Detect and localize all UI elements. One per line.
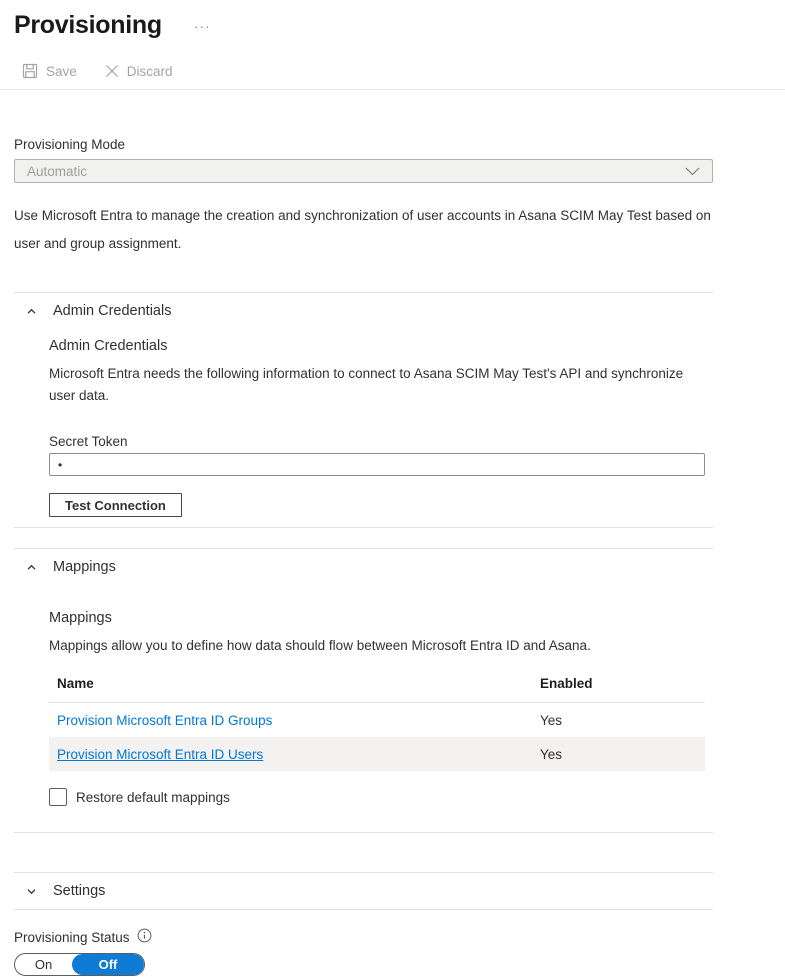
divider: [14, 527, 713, 528]
close-icon: [105, 64, 119, 78]
discard-button[interactable]: [105, 64, 173, 79]
save-button[interactable]: [22, 63, 77, 79]
section-label: Mappings: [53, 559, 116, 575]
command-bar: [0, 53, 785, 90]
test-connection-button[interactable]: Test Connection: [49, 493, 182, 517]
section-header-settings[interactable]: [14, 873, 713, 909]
discard-label: Discard: [126, 63, 173, 79]
admin-credentials-panel: [49, 338, 705, 517]
info-icon[interactable]: [137, 928, 152, 946]
chevron-up-icon: [25, 305, 38, 318]
provisioning-form: [0, 137, 713, 976]
mappings-panel: [49, 610, 705, 806]
column-header-name: Name: [57, 676, 94, 691]
secret-token-label: Secret Token: [49, 434, 128, 449]
page-title: Provisioning: [14, 11, 162, 39]
section-label: Settings: [53, 883, 106, 899]
mappings-table: [49, 670, 705, 771]
table-row: [49, 703, 705, 737]
table-row: [49, 737, 705, 771]
section-label: Admin Credentials: [53, 303, 172, 319]
mapping-link-users[interactable]: Provision Microsoft Entra ID Users: [57, 746, 264, 762]
table-header-row: [49, 670, 705, 703]
chevron-down-icon: [685, 164, 700, 179]
section-header-mappings[interactable]: [14, 549, 713, 585]
divider: [14, 909, 713, 910]
secret-token-input[interactable]: [49, 453, 705, 476]
mappings-heading: Mappings: [49, 610, 112, 626]
admin-credentials-description: Microsoft Entra needs the following information to connect to Asana SCIM May Test's API and synchronize user data.: [49, 366, 684, 403]
enabled-value: Yes: [540, 712, 563, 728]
provisioning-status-label: Provisioning Status: [14, 929, 130, 945]
provisioning-status-toggle: [14, 953, 145, 976]
admin-credentials-heading: Admin Credentials: [49, 338, 168, 354]
toggle-off-button[interactable]: Off: [72, 954, 144, 975]
toggle-on-button[interactable]: On: [15, 954, 72, 975]
enabled-value: Yes: [540, 746, 563, 762]
restore-default-mappings-checkbox[interactable]: [49, 788, 67, 806]
provisioning-status-row: [14, 928, 713, 946]
provisioning-mode-value: Automatic: [27, 163, 88, 179]
save-icon: [22, 63, 38, 79]
save-label: Save: [46, 63, 77, 79]
chevron-up-icon: [25, 561, 38, 574]
column-header-enabled: Enabled: [540, 676, 593, 691]
provisioning-mode-select[interactable]: [14, 159, 713, 183]
section-header-admin-credentials[interactable]: [14, 293, 713, 329]
mappings-description: Mappings allow you to define how data should flow between Microsoft Entra ID and Asana.: [49, 638, 591, 653]
chevron-down-icon: [25, 885, 38, 898]
provisioning-mode-label: Provisioning Mode: [14, 137, 126, 152]
more-menu-button[interactable]: ···: [190, 19, 215, 33]
restore-default-mappings-row: [49, 788, 705, 806]
restore-default-mappings-label: Restore default mappings: [76, 789, 230, 805]
page-header: [0, 0, 785, 40]
mapping-link-groups[interactable]: Provision Microsoft Entra ID Groups: [57, 712, 273, 728]
divider: [14, 832, 713, 833]
provisioning-mode-description: Use Microsoft Entra to manage the creation and synchronization of user accounts in Asana SCIM May Test based on user and group assignment.: [14, 208, 711, 251]
